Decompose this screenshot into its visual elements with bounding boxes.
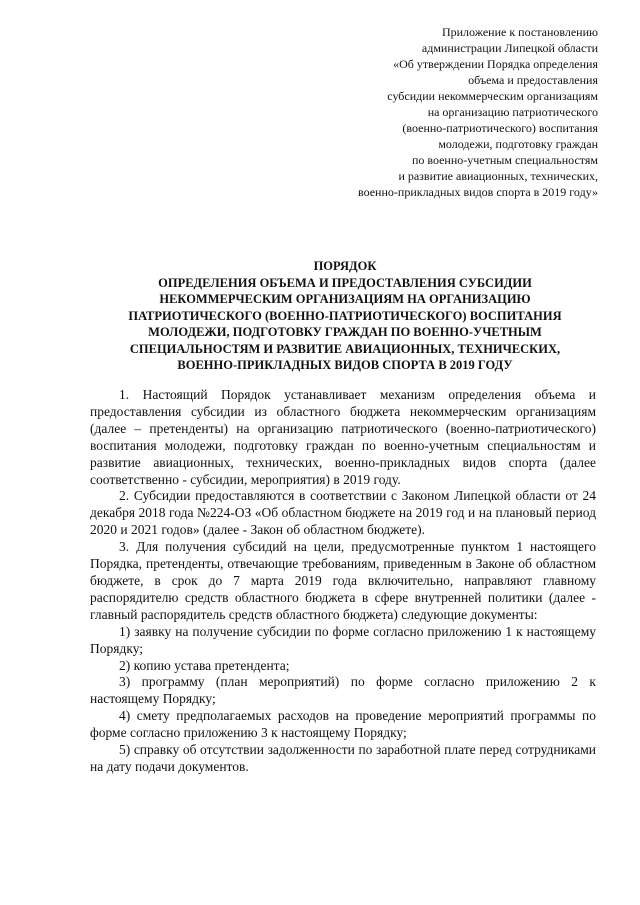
- appendix-line: субсидии некоммерческим организациям: [387, 89, 598, 103]
- paragraph-2: 2. Субсидии предоставляются в соответствии с Законом Липецкой области от 24 декабря 2018 года №224-ОЗ «Об областном бюджете на 2019 год и на плановый период 2020 и 2021 годов» (далее - Закон об областном бюджете).: [90, 488, 596, 538]
- appendix-line: Приложение к постановлению: [441, 25, 598, 39]
- title-line: НЕКОММЕРЧЕСКИМ ОРГАНИЗАЦИЯМ НА ОРГАНИЗАЦИЮ: [159, 292, 531, 306]
- list-item-4: 4) смету предполагаемых расходов на проведение мероприятий программы по форме согласно приложению 3 к настоящему Порядку;: [90, 708, 596, 741]
- list-item-1: 1) заявку на получение субсидии по форме согласно приложению 1 к настоящему Порядку;: [90, 623, 596, 656]
- appendix-line: военно-прикладных видов спорта в 2019 году»: [358, 185, 598, 199]
- appendix-line: и развитие авиационных, технических,: [398, 169, 598, 183]
- appendix-line: (военно-патриотического) воспитания: [402, 121, 598, 135]
- appendix-note: [278, 24, 598, 200]
- paragraph-3: 3. Для получения субсидий на цели, предусмотренные пунктом 1 настоящего Порядка, претенденты, отвечающие требованиям, приведенным в Законе об областном бюджете, в срок до 7 марта 2019 года включительно, направляют главному распорядителю средств областного бюджета в сфере внутренней политики (далее - главный распорядитель средств областного бюджета) следующие документы:: [90, 539, 596, 622]
- document-body: [90, 387, 596, 776]
- list-item-3: 3) программу (план мероприятий) по форме согласно приложению 2 к настоящему Порядку;: [90, 674, 596, 707]
- title-line: МОЛОДЕЖИ, ПОДГОТОВКУ ГРАЖДАН ПО ВОЕННО-УЧЕТНЫМ: [148, 325, 542, 339]
- document-title: [95, 258, 595, 374]
- title-line: ПАТРИОТИЧЕСКОГО (ВОЕННО-ПАТРИОТИЧЕСКОГО) ВОСПИТАНИЯ: [128, 308, 562, 323]
- appendix-line: по военно-учетным специальностям: [411, 153, 598, 167]
- paragraph-1: 1. Настоящий Порядок устанавливает механизм определения объема и предоставления субсидии из областного бюджета некоммерческим организациям (далее – претенденты) на организацию патриотического (военно-патриотического) воспитания молодежи, подготовку граждан по военно-учетным специальностям и развитие авиационных, технических, военно-прикладных видов спорта (далее соответственно - субсидии, мероприятия) в 2019 году.: [90, 387, 596, 487]
- title-line: ПОРЯДОК: [313, 259, 377, 273]
- appendix-line: молодежи, подготовку граждан: [438, 137, 598, 151]
- appendix-line: администрации Липецкой области: [421, 41, 598, 55]
- title-line: ОПРЕДЕЛЕНИЯ ОБЪЕМА И ПРЕДОСТАВЛЕНИЯ СУБСИДИИ: [158, 275, 532, 290]
- list-item-5: 5) справку об отсутствии задолженности по заработной плате перед сотрудниками на дату подачи документов.: [90, 742, 596, 774]
- appendix-line: «Об утверждении Порядка определения: [393, 57, 598, 71]
- list-item-2: 2) копию устава претендента;: [119, 657, 290, 673]
- title-line: СПЕЦИАЛЬНОСТЯМ И РАЗВИТИЕ АВИАЦИОННЫХ, ТЕХНИЧЕСКИХ,: [129, 341, 561, 356]
- title-line: ВОЕННО-ПРИКЛАДНЫХ ВИДОВ СПОРТА В 2019 ГОДУ: [177, 358, 513, 372]
- appendix-line: на организацию патриотического: [427, 105, 598, 119]
- appendix-line: объема и предоставления: [468, 73, 598, 87]
